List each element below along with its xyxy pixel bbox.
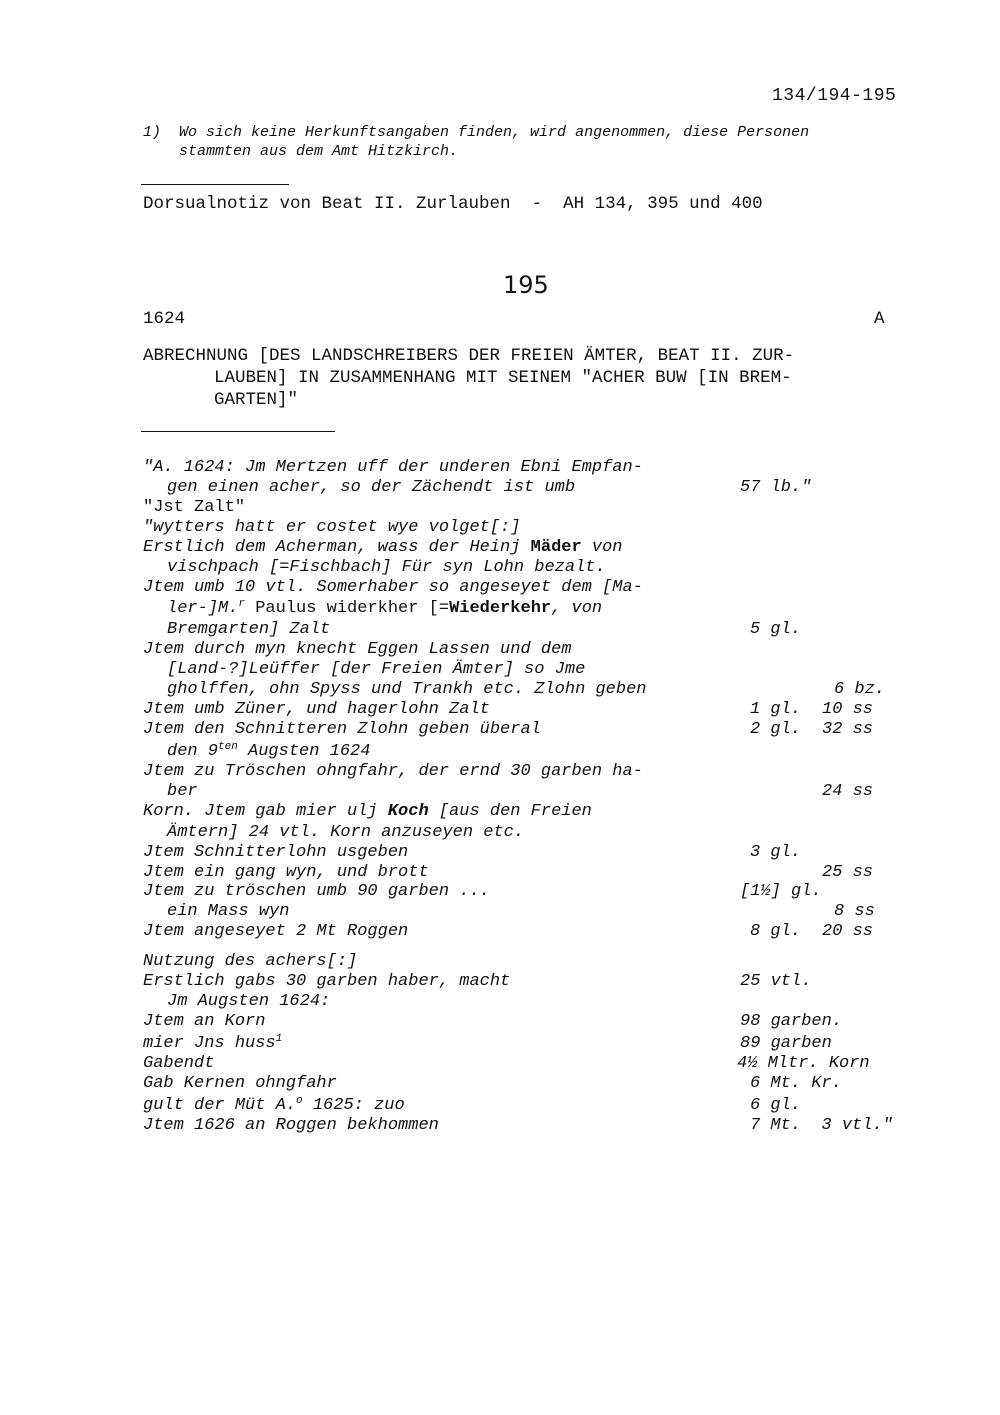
amount: 6 bz. xyxy=(834,680,886,699)
text-line: Jtem den Schnitteren Zlohn geben überal xyxy=(143,720,541,739)
amount: 8 gl. xyxy=(750,922,802,941)
text-line: Jtem zu Tröschen ohngfahr, der ernd 30 garben ha- xyxy=(143,762,643,781)
amount: [1½] gl. xyxy=(740,882,822,901)
text-line: Jtem Schnitterlohn usgeben xyxy=(143,843,409,862)
amount: 32 ss xyxy=(822,720,874,739)
amount: 2 gl. xyxy=(750,720,802,739)
text-line: Jtem 1626 an Roggen bekhommen xyxy=(143,1116,439,1135)
text-line: ein Mass wyn xyxy=(167,902,290,921)
text-line: "Jst Zalt" xyxy=(143,498,246,517)
title-line-1: ABRECHNUNG [DES LANDSCHREIBERS DER FREIEN ÄMTER, BEAT II. ZUR- xyxy=(143,346,795,366)
dorsal-note: Dorsualnotiz von Beat II. Zurlauben - AH 134, 395 und 400 xyxy=(143,194,763,214)
text-line: [Land-?]Leüffer [der Freien Ämter] so Jme xyxy=(167,660,586,679)
amount: 6 Mt. Kr. xyxy=(750,1074,842,1093)
text-line: vischpach [=Fischbach] Für syn Lohn bezalt. xyxy=(167,558,606,577)
amount: 7 Mt. 3 vtl." xyxy=(750,1116,893,1135)
text-line: "wytters hatt er costet wye volget[:] xyxy=(143,518,521,537)
text-line: Jtem zu tröschen umb 90 garben ... xyxy=(143,882,490,901)
name-maeder: Mäder xyxy=(530,538,582,557)
amount: 89 garben xyxy=(740,1034,832,1053)
document-letter: A xyxy=(874,309,885,329)
text-line: gholffen, ohn Spyss und Trankh etc. Zlohn geben xyxy=(167,680,647,699)
amount: 1 gl. xyxy=(750,700,802,719)
amount: 5 gl. xyxy=(750,620,802,639)
name-wiederkehr: Wiederkehr xyxy=(449,599,552,618)
amount: 8 ss xyxy=(834,902,875,921)
amount: 6 gl. xyxy=(750,1096,802,1115)
page-reference: 134/194-195 xyxy=(772,86,897,106)
amount: 20 ss xyxy=(822,922,874,941)
text-line: Ämtern] 24 vtl. Korn anzuseyen etc. xyxy=(167,823,525,842)
text-line: Jtem umb Züner, und hagerlohn Zalt xyxy=(143,700,490,719)
title-line-3: GARTEN]" xyxy=(214,390,299,410)
text-line: Gabendt xyxy=(143,1054,215,1073)
text-line: gult der Müt A.$^o$ 1625: zuo xyxy=(143,1095,405,1115)
footnote-rule xyxy=(141,184,289,185)
amount: 25 ss xyxy=(822,863,874,882)
footnote-line-1: Wo sich keine Herkunftsangaben finden, wird angenommen, diese Personen xyxy=(179,124,810,141)
document-number: 195 xyxy=(503,271,549,299)
text-line: Bremgarten] Zalt xyxy=(167,620,331,639)
text-line: ler-]M.$^r$ Paulus widerkher [=Wiederkehr, von xyxy=(167,598,603,618)
text-line: Jm Augsten 1624: xyxy=(167,992,331,1011)
amount: 57 lb." xyxy=(740,478,812,497)
text-line: Jtem angeseyet 2 Mt Roggen xyxy=(143,922,409,941)
text-line: den $9^{ten}$ Augsten 1624 xyxy=(167,741,371,761)
amount: 10 ss xyxy=(822,700,874,719)
title-rule xyxy=(141,431,335,432)
text-line: mier Jns huss$^1$ xyxy=(143,1033,283,1053)
name-koch: Koch xyxy=(387,802,429,821)
text-line: ber xyxy=(167,782,198,801)
text-line: gen einen acher, so der Zächendt ist umb xyxy=(167,478,576,497)
footnote-marker: 1) xyxy=(143,124,162,141)
amount: 25 vtl. xyxy=(740,972,812,991)
text-line: Jtem an Korn xyxy=(143,1012,266,1031)
section-heading: Nutzung des achers[:] xyxy=(143,952,358,971)
document-year: 1624 xyxy=(143,309,186,329)
text-line: Erstlich gabs 30 garben haber, macht xyxy=(143,972,511,991)
amount: 98 garben. xyxy=(740,1012,843,1031)
amount: 4½ Mltr. Korn xyxy=(737,1054,870,1073)
footnote-line-2: stammten aus dem Amt Hitzkirch. xyxy=(179,143,459,160)
title-line-2: LAUBEN] IN ZUSAMMENHANG MIT SEINEM "ACHER BUW [IN BREM- xyxy=(214,368,792,388)
text-line: Korn. Jtem gab mier ulj Koch [aus den Freien xyxy=(143,802,592,821)
text-line: Jtem durch myn knecht Eggen Lassen und dem xyxy=(143,640,572,659)
text-line: Gab Kernen ohngfahr xyxy=(143,1074,337,1093)
text-line: Erstlich dem Acherman, wass der Heinj Mäder von xyxy=(143,538,623,557)
text-line: Jtem ein gang wyn, und brott xyxy=(143,863,429,882)
text-line: Jtem umb 10 vtl. Somerhaber so angeseyet dem [Ma- xyxy=(143,578,643,597)
amount: 3 gl. xyxy=(750,843,802,862)
amount: 24 ss xyxy=(822,782,874,801)
text-line: "A. 1624: Jm Mertzen uff der underen Ebni Empfan- xyxy=(143,458,643,477)
